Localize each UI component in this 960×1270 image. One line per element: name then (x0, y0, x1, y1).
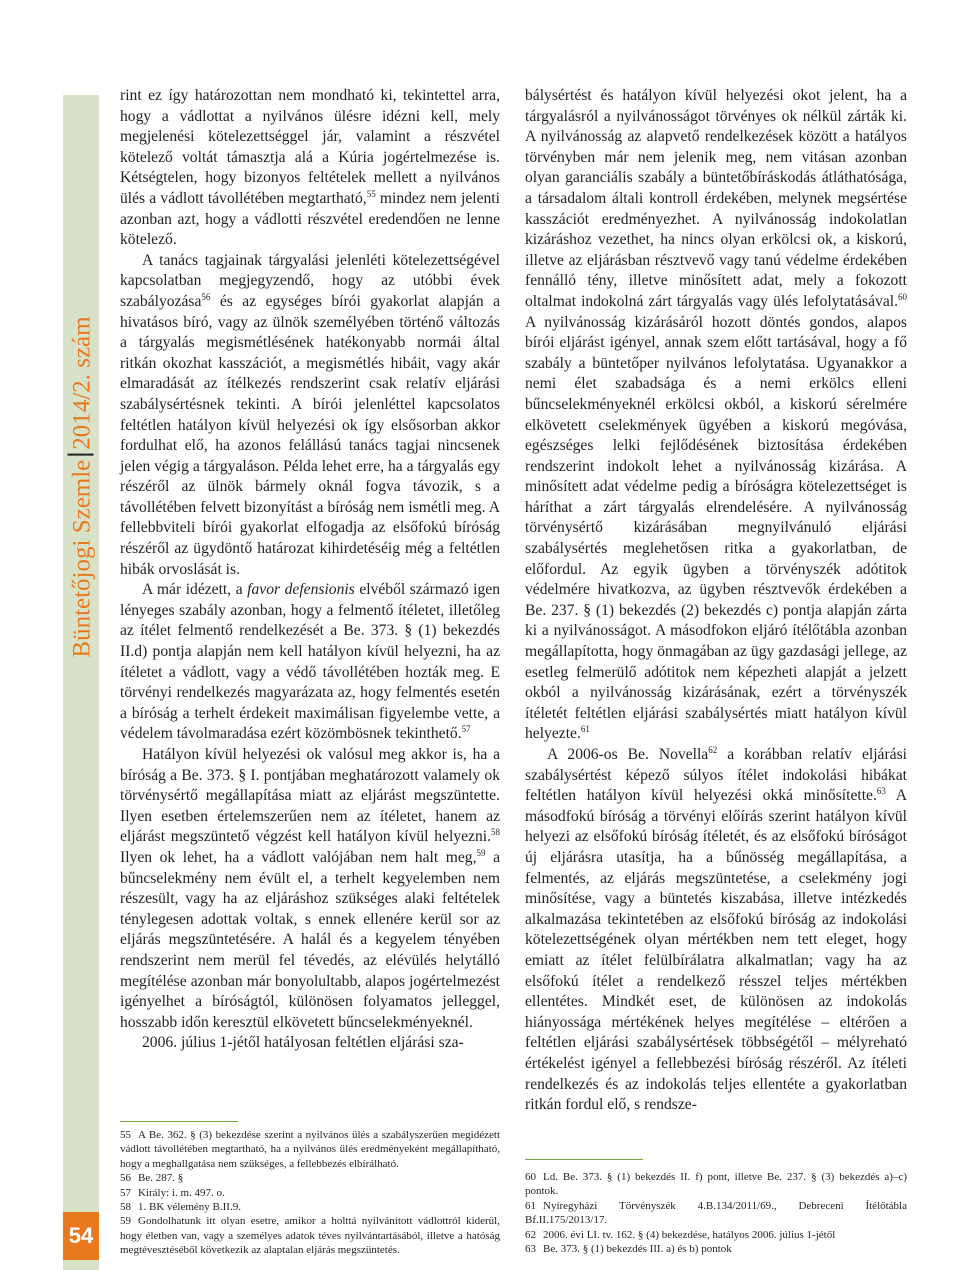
footnote-divider (120, 1121, 238, 1122)
footnote-ref[interactable]: 59 (476, 847, 486, 858)
footnote-ref[interactable]: 62 (708, 745, 718, 755)
footnote-divider (525, 1159, 643, 1160)
footnote-ref[interactable]: 61 (580, 724, 590, 735)
paragraph: rint ez így határozottan nem mondható ki, tekintettel arra, hogy a vádlottat a nyilvános ülésre idézni kell, mely megjelenési kötelezettséggel jár, valamint a részvétel kötelező voltát támasztja alá a Kúria jogértelmezése is. Kétségtelen, hogy bizonyos feltételek mellett a nyilvános ülés a vádlott távollétében megtartható,$^{55}$ mindez nem jelenti azonban azt, hogy a vádlotti részvétel eredendően ne lenne kötelező. (120, 87, 500, 249)
footnote: 56 Be. 287. § (120, 1172, 184, 1185)
footnote: 55 A Be. 362. § (3) bekezdése szerint a nyilvános ülés a szabályszerűen megidézett vádlott távollétében megtartható, ha a nyilvános ülés eredményeként megállapítható, hogy a meghallgatása nem szükséges, a fellebbezés elbírálható. (120, 1129, 500, 1170)
journal-title: Büntetőjogi Szemle (68, 459, 96, 658)
page-number: 54 (63, 1212, 99, 1260)
latin-term: favor defensionis (247, 581, 355, 599)
footnote-ref[interactable]: 56 (201, 291, 211, 302)
footnote: 59 Gondolhatunk itt olyan esetre, amikor a holttá nyilvánított vádlottról kiderül, hogy életben van, vagy a személyes adatok téves nyilvántartásából, illetve a hatóság megtévesztéséből következik az alaptalan eljárás megszüntetés. (120, 1215, 500, 1257)
paragraph: A tanács tagjainak tárgyalási jelenléti kötelezettségével kapcsolatban megjegyzendő, hogy az utóbbi évek szabályozása$^{56}$ és az egységes bírói gyakorlat alapján a hivatásos bíró, vagy az ülnök személyében történő változás a tárgyalás megismétlésének hatékonyabb normái által ritkán okozhat kasszációt, a megismétlés hibáit, vagy akár elmaradását az ítélkezés rendszerint csak relatív eljárási szabálysértésnek tekinti. A bírói jelenléttel kapcsolatos feltétlen hatályon kívül helyezési ok így elsősorban akkor fordulhat elő, ha azonos felállású tanács tagjai nincsenek jelen végig a tárgyaláson. Példa lehet erre, ha a tárgyalás egy részéről az ülnök bármely oknál fogva távozik, s a távollétében felvett bizonyítást a bíróság nem ismétli meg. A fellebbviteli bírói gyakorlat elfogadja az elsőfokú bíróság részéről az ügydöntő határozat kihirdetéséig még a feltétlen hibák orvoslását is. (120, 251, 500, 578)
issue-label: 2014/2. szám (68, 316, 96, 450)
paragraph: 2006. július 1-jétől hatályosan feltétlen eljárási sza- (142, 1034, 464, 1052)
footnote: 62 2006. évi LI. tv. 162. § (4) bekezdése, hatályos 2006. július 1-jétől (525, 1228, 836, 1241)
right-column (525, 86, 907, 1116)
left-column (120, 86, 500, 1054)
footnote-ref[interactable]: 60 (898, 291, 907, 302)
footnote-ref[interactable]: 55 (366, 188, 376, 199)
footnote-ref[interactable]: 57 (461, 724, 471, 735)
footnotes-left (120, 1128, 500, 1258)
footnote: 63 Be. 373. § (1) bekezdés III. a) és b) pontok (525, 1243, 732, 1256)
footnote-ref[interactable]: 63 (876, 786, 886, 797)
footnote-ref[interactable]: 58 (491, 827, 500, 838)
footnote: 58 1. BK vélemény B.II.9. (120, 1201, 241, 1214)
footnote: 57 Király: i. m. 497. o. (120, 1186, 225, 1199)
paragraph: A már idézett, a favor defensionis elvéből származó igen lényeges szabály azonban, hogy a felmentő ítéletet, illetőleg az ítélet felmentő rendelkezését a Be. 373. § (1) bekezdés II.d) pontja alapján nem kell hatályon kívül helyezni, ha az ítéletet a vádlott, vagy a védő távollétében hozták meg. E törvényi rendelkezés magyarázata az, hogy felmentés esetén a bíróság a terhelt érdekeit maximálisan figyelembe vette, a védelem távolmaradása ezért közömbösnek tekinthető.$^{57}$ (120, 581, 500, 743)
title-separator (68, 454, 94, 456)
paragraph: Hatályon kívül helyezési ok valósul meg akkor is, ha a bíróság a Be. 373. § I. pontjában meghatározott valamely ok törvénysértő megállapítása miatt az eljárást megszüntette. Ilyen esetben értelemszerűen nem az ítéletet, hanem az eljárást megszüntető végzést kell hatályon kívül helyezni.$^{58}$ Ilyen ok lehet, ha a vádlott valójában nem halt meg,$^{59}$ a bűncselekmény nem évült el, a terhelt kegyelemben nem részesült, vagy ha az eljáráshoz szükséges alaki feltételek ténylegesen adottak voltak, s ennek ellenére kerül sor az eljárás megszüntetésére. A halál és a kegyelem tényében rendszerint nem merül fel tévedés, az elévülés helytálló megítélése azonban már bonyolultabb, alapos jogértelmezést igényelhet a bíróságtól, különösen folyamatos jelleggel, hosszabb időn keresztül elkövetett bűncselekményeknél. (120, 746, 500, 1031)
side-band (63, 95, 99, 1270)
paragraph: A 2006-os Be. Novella$^{62}$ a korábban relatív eljárási szabálysértést képező súlyos ítélet indokolási hibákat feltétlen hatályon kívül helyezési okká minősítette.$^{63}$ A másodfokú bíróság a törvényi előírás szerint hatályon kívül helyezi az elsőfokú bíróság ítéletét, és az elsőfokú bíróságot új eljárásra utasítja, ha a bűnösség megállapítása, a felmentés, az eljárás megszüntetése, a cselekmény jogi minősítése, vagy a büntetés kiszabása, illetve intézkedés alkalmazása tekintetében az elsőfokú bíróság az indokolási kötelezettségének olyan mértékben nem tett eleget, hogy emiatt az ítélet felülbírálatra alkalmatlan; vagy ha az elsőfokú ítélet a rendelkező résszel teljes mértékben ellentétes. Mindkét eset, de különösen az indokolás hiányossága mértékének helyes megítélése – eltérően a feltétlen eljárási szabálysértések többségétől – mélyreható értékelést igényel a fellebbezési bíróság részéről. Az ítéleti rendelkezés és az indokolás teljes ellentéte a gyakorlatban ritkán fordul elő, s rendsze- (525, 745, 907, 1114)
footnote: 60 Ld. Be. 373. § (1) bekezdés II. f) pont, illetve Be. 237. § (3) bekezdés a)–c) pontok. (525, 1171, 907, 1198)
footnotes-right (525, 1170, 907, 1256)
paragraph: bálysértést és hatályon kívül helyezési okot jelent, ha a tárgyalásról a nyilvánosságot törvényes ok nélkül zárták ki. A nyilvánosság az alapvető rendelkezések között a hatályos törvényben már nem jelenik meg, nem vitásan azonban olyan garanciális szabály a büntetőbíráskodás átláthatósága, a társadalom általi kontroll érdekében, melynek megsértése kasszációt eredményezhet. A nyilvánosság indokolatlan kizáráshoz vezethet, ha nincs olyan erkölcsi ok, a kiskorú, illetve az eljárásban résztvevő vagy tanú védelme érdekében fennálló tény, illetve minősített adat, mely a fokozott oltalmat indokolná zárt tárgyalás vagy ülés lefolytatásával.$^{60}$ A nyilvánosság kizárásáról hozott döntés gondos, alapos bírói eljárást igényel, annak szem előtt tartásával, hogy a fő szabály a büntetőper nyilvános lefolytatása. Ugyanakkor a nemi élet szabadsága és a nemi erkölcs elleni bűncselekményeknél erkölcsi okból, a kiskorú sérelmére elkövetett cselekmények ügyében a kiskorú megóvása, egészséges lelki fejlődésének biztosítása érdekében rendszerint indokolt lehet a nyilvánosság kizárása. A minősített adat védelme pedig a bíróságra kötelezettséget is háríthat a zárt tárgyalás elrendelésére. A nyilvánosság törvénysértő kizárásában megnyilvánuló eljárási szabálysértés meglehetősen ritka a gyakorlatban, de előfordul. Az egyik ügyben a törvényszék adótitok védelmére hivatkozva, az ügyben résztvevők érdekében a Be. 237. § (1) bekezdés (2) bekezdés c) pontja alapján zárta ki a nyilvánosságot. A másodfokon eljáró ítélőtábla azonban megállapította, hogy önmagában az ügy gazdasági jellege, az esetleg felmerülő adótitok nem képezheti alapját a jelzett okból a nyilvánosság kizárásának, ezért a törvényszék ítéletét feltétlen eljárási szabálysértés miatt hatályon kívül helyezte.$^{61}$ (525, 87, 907, 743)
footnote: 61 Nyíregyházi Törvényszék 4.B.134/2011/69., Debreceni Ítélőtábla Bf.II.175/2013/17. (525, 1199, 907, 1227)
